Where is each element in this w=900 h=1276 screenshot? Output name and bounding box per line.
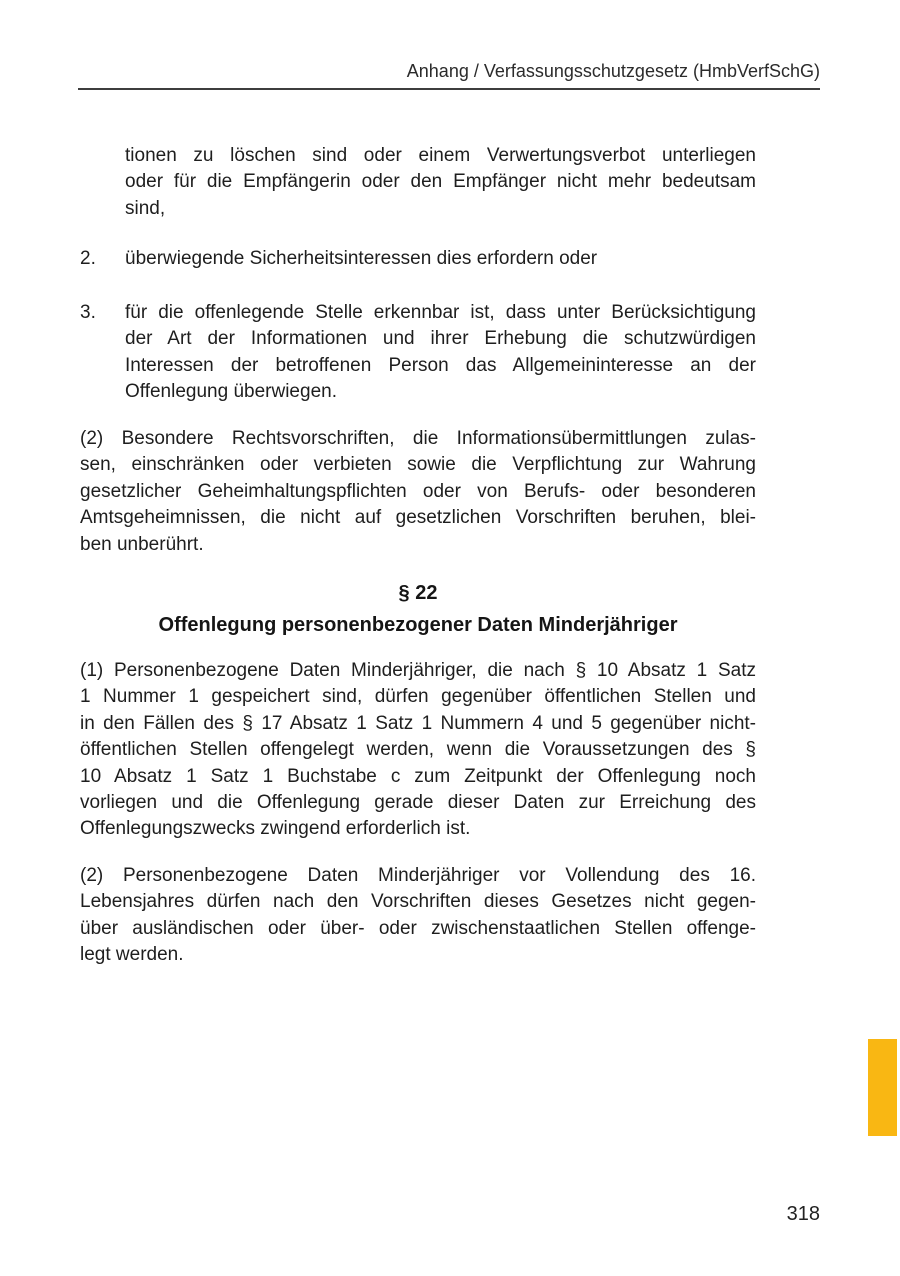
header-rule <box>78 88 820 90</box>
text-line: (1) Personenbezogene Daten Minderjähriger, die nach § 10 Absatz 1 Satz <box>80 660 756 681</box>
section-title-heading: Offenlegung personenbezogener Daten Minderjähriger <box>158 614 678 636</box>
page-number: 318 <box>786 1203 820 1225</box>
text-line: öffentlichen Stellen offengelegt werden, wenn die Voraussetzungen des § <box>80 739 756 761</box>
text-line: vorliegen und die Offenlegung gerade dieser Daten zur Erreichung des <box>80 792 756 814</box>
text-line: der Art der Informationen und ihrer Erhebung die schutzwürdigen <box>125 328 756 350</box>
text-line: Amtsgeheimnissen, die nicht auf gesetzlichen Vorschriften beruhen, blei- <box>80 507 756 529</box>
text-line: sen, einschränken oder verbieten sowie die Verpflichtung zur Wahrung <box>80 454 756 476</box>
text-line: überwiegende Sicherheitsinteressen dies erfordern oder <box>125 248 598 269</box>
text-line: Offenlegung überwiegen. <box>125 381 337 403</box>
text-line: gesetzlicher Geheimhaltungspflichten oder von Berufs- oder besonderen <box>80 480 756 502</box>
text-line: (2) Personenbezogene Daten Minderjähriger vor Vollendung des 16. <box>80 865 756 886</box>
text-line: oder für die Empfängerin oder den Empfänger nicht mehr bedeutsam <box>125 171 756 193</box>
paragraph-continued-item <box>125 143 756 222</box>
text-line: legt werden. <box>80 944 184 966</box>
text-line: ben unberührt. <box>80 533 204 555</box>
text-line: (2) Besondere Rechtsvorschriften, die Informationsübermittlungen zulas- <box>80 428 756 449</box>
thumb-index-marker <box>868 1039 897 1136</box>
text-line: Lebensjahres dürfen nach den Vorschriften dieses Gesetzes nicht gegen- <box>80 891 756 913</box>
text-line: Offenlegungszwecks zwingend erforderlich ist. <box>80 818 471 840</box>
list-number: 2. <box>80 248 96 269</box>
paragraph-s22-abs1 <box>80 658 756 843</box>
text-line: in den Fällen des § 17 Absatz 1 Satz 1 Nummern 4 und 5 gegenüber nicht- <box>80 712 756 734</box>
running-header: Anhang / Verfassungsschutzgesetz (HmbVerfSchG) <box>406 61 820 81</box>
list-item <box>125 246 756 272</box>
paragraph-abs2 <box>80 426 756 558</box>
list-number: 3. <box>80 302 96 323</box>
text-line: sind, <box>125 197 166 219</box>
paragraph-s22-abs2 <box>80 863 756 969</box>
section-number-heading: § 22 <box>398 582 438 604</box>
text-line: für die offenlegende Stelle erkennbar ist, dass unter Berücksichtigung <box>125 302 756 323</box>
text-line: tionen zu löschen sind oder einem Verwertungsverbot unterliegen <box>125 145 756 166</box>
text-line: 10 Absatz 1 Satz 1 Buchstabe c zum Zeitpunkt der Offenlegung noch <box>80 765 756 787</box>
text-line: 1 Nummer 1 gespeichert sind, dürfen gegenüber öffentlichen Stellen und <box>80 686 756 708</box>
list-item <box>125 300 756 406</box>
text-line: Interessen der betroffenen Person das Allgemeininteresse an der <box>125 354 756 376</box>
text-line: über ausländischen oder über- oder zwischenstaatlichen Stellen offenge- <box>80 917 756 939</box>
